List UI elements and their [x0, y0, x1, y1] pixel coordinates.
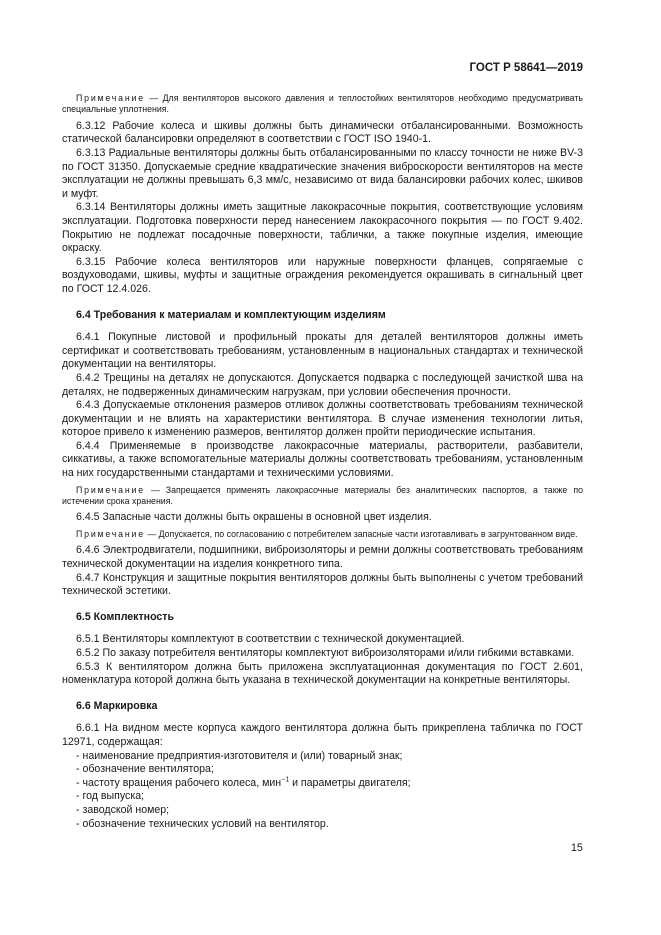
note-paint-passports	[62, 485, 583, 508]
page-body	[62, 93, 583, 831]
note-label: Примечание	[76, 484, 145, 495]
clause-6-4-5: 6.4.5 Запасные части должны быть окрашены в основной цвет изделия.	[76, 511, 432, 524]
clause-6-4-4: 6.4.4 Применяемые в производстве лакокрасочные материалы, растворители, разбавители, сиккативы, а также вспомогательные материалы должны соответствовать требованиям, установленным на них государственными стандартами и техническими условиями.	[62, 439, 583, 480]
note-sealing	[62, 93, 583, 116]
clause-6-5-2: 6.5.2 По заказу потребителя вентиляторы комплектуют виброизоляторами и/или гибкими вставками.	[76, 647, 575, 660]
section-heading-6-4: 6.4 Требования к материалам и комплектующим изделиям	[76, 308, 386, 321]
clause-6-4-7: 6.4.7 Конструкция и защитные покрытия вентиляторов должны быть выполнены с учетом требований технической эстетики.	[62, 571, 583, 598]
clause-6-4-2: 6.4.2 Трещины на деталях не допускаются. Допускается подварка с последующей зачисткой шва на деталях, не подверженных динамическим нагрузкам, при условии обеспечения прочности.	[62, 371, 583, 398]
clause-6-3-15: 6.3.15 Рабочие колеса вентиляторов или наружные поверхности фланцев, сопрягаемые с воздуховодами, шкивы, муфты и защитные ограждения рекомендуется окрашивать в сигнальный цвет по ГОСТ 12.4.026.	[62, 255, 583, 295]
clause-6-4-6: 6.4.6 Электродвигатели, подшипники, виброизоляторы и ремни должны соответствовать требованиям технической документации на изделия конкретного типа.	[62, 544, 583, 571]
list-item: - год выпуска;	[76, 790, 145, 803]
unit-exponent: −1	[281, 776, 290, 784]
note-text: — Запрещается применять лакокрасочные материалы без аналитических паспортов, а также по истечении срока хранения.	[62, 484, 583, 507]
note-label: Примечание	[76, 529, 145, 540]
clause-6-6-1: 6.6.1 На видном месте корпуса каждого вентилятора должна быть прикреплена табличка по ГОСТ 12971, содержащая:	[62, 722, 583, 748]
clause-6-4-1: 6.4.1 Покупные листовой и профильный прокаты для деталей вентиляторов должны иметь сертификат и соответствовать требованиям, установленным в национальных стандартах и технической документации на вентиляторы.	[62, 331, 583, 371]
section-heading-6-5: 6.5 Комплектность	[76, 610, 174, 623]
list-item: - наименование предприятия-изготовителя и (или) товарный знак;	[76, 749, 403, 762]
clause-6-4-3: 6.4.3 Допускаемые отклонения размеров отливок должны соответствовать требованиям технической документации и не влиять на характеристики вентилятора. В случае изменения технологии литья, которое привело к изменению размеров, вентилятор должен пройти периодические испытания.	[62, 399, 583, 439]
clause-6-3-13: 6.3.13 Радиальные вентиляторы должны быть отбалансированными по классу точности не ниже BV-3 по ГОСТ 31350. Допускаемые средние квадратические значения виброскорости вентиляторов на месте эксплуатации не должны превышать 6,3 мм/с, независимо от вида балансировки рабочих колес, шкивов и муфт.	[62, 147, 583, 200]
note-text: — Допускается, по согласованию с потребителем запасные части изготавливать в загрунтованном виде.	[144, 529, 578, 540]
list-item-text: - частоту вращения рабочего колеса, мин	[76, 776, 282, 789]
list-item: - заводской номер;	[76, 803, 170, 816]
clause-6-3-12: 6.3.12 Рабочие колеса и шкивы должны быть динамически отбалансированными. Возможность статической балансировки определяют в соответствии с ГОСТ ISO 1940-1.	[62, 119, 583, 146]
list-item-speed	[62, 777, 583, 791]
note-label: Примечание	[76, 93, 145, 103]
note-text: — Для вентиляторов высокого давления и теплостойких вентиляторов необходимо предусматривать специальные уплотнения.	[62, 93, 583, 115]
clause-6-5-1: 6.5.1 Вентиляторы комплектуют в соответствии с технической документацией.	[76, 633, 465, 646]
section-heading-6-6: 6.6 Маркировка	[76, 699, 158, 712]
document-header: ГОСТ Р 58641—2019	[469, 62, 583, 74]
list-item: - обозначение вентилятора;	[76, 763, 214, 776]
note-spare-parts	[62, 529, 583, 540]
list-item-text: и параметры двигателя;	[289, 776, 411, 789]
clause-6-5-3: 6.5.3 К вентилятором должна быть приложена эксплуатационная документация по ГОСТ 2.601, номенклатура которой должна быть указана в технической документации на конкретные вентиляторы.	[62, 660, 583, 687]
page-number: 15	[571, 842, 583, 854]
list-item: - обозначение технических условий на вентилятор.	[76, 817, 329, 830]
clause-6-3-14: 6.3.14 Вентиляторы должны иметь защитные лакокрасочные покрытия, соответствующие условиям эксплуатации. Подготовка поверхности перед нанесением лакокрасочного покрытия — по ГОСТ 9.402. Покрытию не подлежат посадочные поверхности, таблички, а также покупные изделия, имеющие окраску.	[62, 201, 583, 255]
